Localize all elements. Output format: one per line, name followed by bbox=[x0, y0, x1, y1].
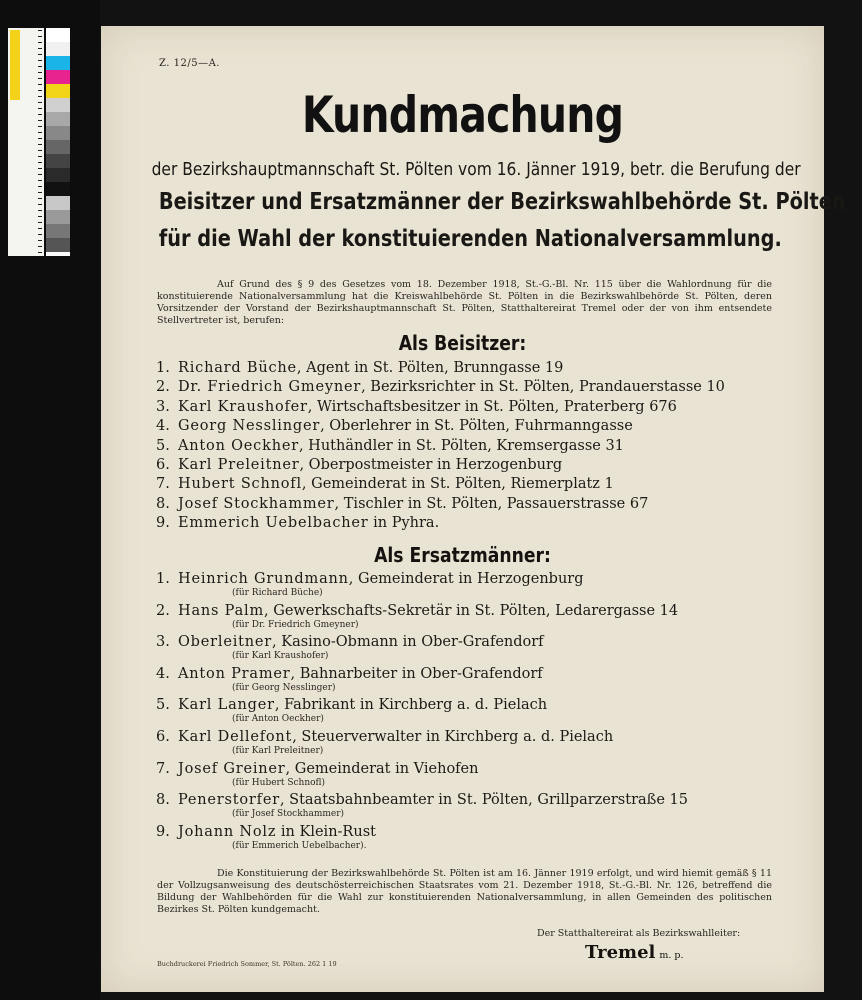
list-item bbox=[156, 398, 796, 417]
list-item bbox=[156, 571, 796, 603]
person-name: Oberleitner bbox=[178, 634, 273, 651]
substitute-for: (für Josef Stockhammer) bbox=[232, 809, 345, 820]
list-item bbox=[156, 495, 796, 514]
item-number: 9. bbox=[156, 823, 170, 840]
item-number: 7. bbox=[156, 476, 170, 493]
ersatz-line bbox=[156, 571, 796, 588]
list-item bbox=[156, 378, 796, 397]
person-name: Karl Kraushofer bbox=[178, 398, 308, 415]
poster-title: Kundmachung bbox=[301, 86, 624, 144]
person-detail: , Staatsbahnbeamter in St. Pölten, Grillparzerstraße 15 bbox=[279, 792, 688, 809]
person-detail: , Steuerverwalter in Kirchberg a. d. Pielach bbox=[292, 728, 614, 745]
ersatz-line bbox=[156, 634, 796, 651]
signature-suffix: m. p. bbox=[659, 950, 684, 961]
signature bbox=[585, 942, 684, 963]
list-item bbox=[156, 666, 796, 698]
person-detail: , Gewerkschafts-Sekretär in St. Pölten, Ledarergasse 14 bbox=[264, 602, 679, 619]
ersatz-line bbox=[156, 666, 796, 683]
item-number: 6. bbox=[156, 456, 170, 473]
substitute-for: (für Richard Büche) bbox=[232, 588, 323, 598]
person-detail: , Gemeinderat in St. Pölten, Riemerplatz 1 bbox=[301, 476, 614, 493]
ersatz-heading: Als Ersatzmänner: bbox=[374, 543, 551, 567]
person-name: Josef Greiner bbox=[178, 760, 286, 777]
list-item bbox=[156, 437, 796, 456]
person-detail: , Oberlehrer in St. Pölten, Fuhrmanngasse bbox=[320, 418, 633, 435]
person-detail: , Bahnarbeiter in Ober-Grafendorf bbox=[290, 665, 543, 682]
person-detail: , Bezirksrichter in St. Pölten, Prandauerstasse 10 bbox=[361, 379, 725, 396]
ersatz-line bbox=[156, 697, 796, 714]
person-name: Georg Nesslinger bbox=[178, 418, 321, 435]
person-name: Heinrich Grundmann bbox=[178, 571, 349, 587]
item-number: 7. bbox=[156, 760, 170, 777]
substitute-for: (für Karl Preleitner) bbox=[232, 745, 324, 756]
list-item bbox=[156, 761, 796, 793]
color-scale bbox=[46, 28, 70, 256]
ersatz-line bbox=[156, 603, 796, 620]
item-number: 8. bbox=[156, 792, 170, 809]
person-detail: , Oberpostmeister in Herzogenburg bbox=[299, 456, 563, 473]
person-name: Anton Pramer bbox=[178, 665, 291, 682]
subtitle-line-2: Beisitzer und Ersatzmänner der Bezirkswahlbehörde St. Pölten bbox=[158, 189, 846, 215]
item-number: 8. bbox=[156, 495, 170, 512]
signature-office: Der Statthaltereirat als Bezirkswahlleiter: bbox=[537, 928, 741, 939]
substitute-for: (für Anton Oeckher) bbox=[232, 714, 324, 725]
archive-label bbox=[26, 32, 36, 252]
item-number: 3. bbox=[156, 634, 170, 651]
person-name: Karl Langer bbox=[178, 697, 275, 714]
subtitle-line-3: für die Wahl der konstituierenden Nationalversammlung. bbox=[158, 226, 782, 252]
list-item bbox=[156, 456, 796, 475]
substitute-for: (für Hubert Schnofl) bbox=[232, 777, 326, 788]
person-name: Josef Stockhammer bbox=[178, 495, 335, 512]
person-detail: in Pyhra. bbox=[368, 515, 440, 532]
list-item bbox=[156, 729, 796, 761]
ersatz-list bbox=[156, 571, 796, 855]
person-name: Dr. Friedrich Gmeyner bbox=[178, 379, 362, 396]
item-number: 2. bbox=[156, 379, 170, 396]
person-name: Emmerich Uebelbacher bbox=[178, 515, 369, 532]
person-detail: , Agent in St. Pölten, Brunngasse 19 bbox=[296, 360, 564, 376]
intro-paragraph: Auf Grund des § 9 des Gesetzes vom 18. Dezember 1918, St.-G.-Bl. Nr. 115 über die Wahlordnung für die konstituierende Nationalversammlung hat die Kreiswahlbehörde St. Pölten in die Bezirkswahlbehörde St. Pölten, deren Vorsitzender der Vorstand der Bezirkshauptmannschaft St. Pölten, Statthaltereirat Tremel oder der von ihm entsendete Stellvertreter ist, berufen: bbox=[157, 279, 772, 326]
item-number: 5. bbox=[156, 697, 170, 714]
person-name: Anton Oeckher bbox=[178, 437, 299, 454]
printer-imprint: Buchdruckerei Friedrich Sommer, St. Pölten. 262 1 19 bbox=[157, 960, 337, 968]
item-number: 4. bbox=[156, 418, 170, 435]
list-item bbox=[156, 634, 796, 666]
closing-paragraph: Die Konstituierung der Bezirkswahlbehörde St. Pölten ist am 16. Jänner 1919 erfolgt, und wird hiemit gemäß § 11 der Vollzugsanweisung des deutschösterreichischen Staatsrates vom 21. Dezember 1918, St.-G.-Bl. Nr. 126, betreffend die Bildung der Wahlbehörden für die Wahl zur konstituierenden Nationalversammlung, in allen Gemeinden des politischen Bezirkes St. Pölten kundgemacht. bbox=[157, 868, 772, 915]
poster bbox=[101, 26, 846, 992]
ersatz-line bbox=[156, 792, 796, 809]
signature-name: Tremel bbox=[585, 942, 656, 963]
person-detail: in Klein-Rust bbox=[276, 823, 376, 840]
substitute-for: (für Georg Nesslinger) bbox=[232, 682, 336, 693]
list-item bbox=[156, 359, 796, 378]
subtitle-line-1: der Bezirkshauptmannschaft St. Pölten vom 16. Jänner 1919, betr. die Berufung der bbox=[151, 159, 801, 180]
ersatz-line bbox=[156, 729, 796, 746]
person-detail: , Huthändler in St. Pölten, Kremsergasse 31 bbox=[298, 437, 624, 454]
item-number: 2. bbox=[156, 602, 170, 619]
list-item bbox=[156, 475, 796, 494]
item-number: 9. bbox=[156, 515, 170, 532]
person-detail: , Fabrikant in Kirchberg a. d. Pielach bbox=[274, 697, 548, 714]
item-number: 1. bbox=[156, 571, 170, 587]
person-name: Richard Büche bbox=[178, 360, 297, 376]
list-item bbox=[156, 824, 796, 856]
list-item bbox=[156, 417, 796, 436]
ruler-scale bbox=[38, 30, 42, 254]
list-item bbox=[156, 697, 796, 729]
ersatz-line bbox=[156, 824, 796, 841]
person-detail: , Gemeinderat in Viehofen bbox=[285, 760, 479, 777]
person-name: Johann Nolz bbox=[178, 823, 277, 840]
item-number: 6. bbox=[156, 728, 170, 745]
color-target bbox=[8, 28, 44, 256]
ersatz-line bbox=[156, 761, 796, 778]
list-item bbox=[156, 603, 796, 635]
person-detail: , Tischler in St. Pölten, Passauerstrasse 67 bbox=[334, 495, 649, 512]
person-name: Karl Dellefont bbox=[178, 728, 293, 745]
person-name: Karl Preleitner bbox=[178, 456, 300, 473]
person-detail: , Wirtschaftsbesitzer in St. Pölten, Praterberg 676 bbox=[307, 398, 677, 415]
beisitzer-list bbox=[156, 359, 796, 534]
substitute-for: (für Karl Kraushofer) bbox=[232, 651, 329, 662]
item-number: 5. bbox=[156, 437, 170, 454]
list-item bbox=[156, 514, 796, 533]
item-number: 1. bbox=[156, 360, 170, 376]
person-detail: , Gemeinderat in Herzogenburg bbox=[348, 571, 584, 587]
item-number: 3. bbox=[156, 398, 170, 415]
person-detail: , Kasino-Obmann in Ober-Grafendorf bbox=[272, 634, 544, 651]
list-item bbox=[156, 792, 796, 824]
substitute-for: (für Dr. Friedrich Gmeyner) bbox=[232, 619, 359, 630]
reference-number: Z. 12/5—A. bbox=[159, 58, 220, 69]
person-name: Hubert Schnofl bbox=[178, 476, 302, 493]
person-name: Penerstorfer bbox=[178, 792, 280, 809]
archive-logo bbox=[10, 30, 20, 100]
person-name: Hans Palm bbox=[178, 602, 265, 619]
beisitzer-heading: Als Beisitzer: bbox=[398, 331, 527, 355]
item-number: 4. bbox=[156, 665, 170, 682]
substitute-for: (für Emmerich Uebelbacher). bbox=[232, 840, 367, 851]
